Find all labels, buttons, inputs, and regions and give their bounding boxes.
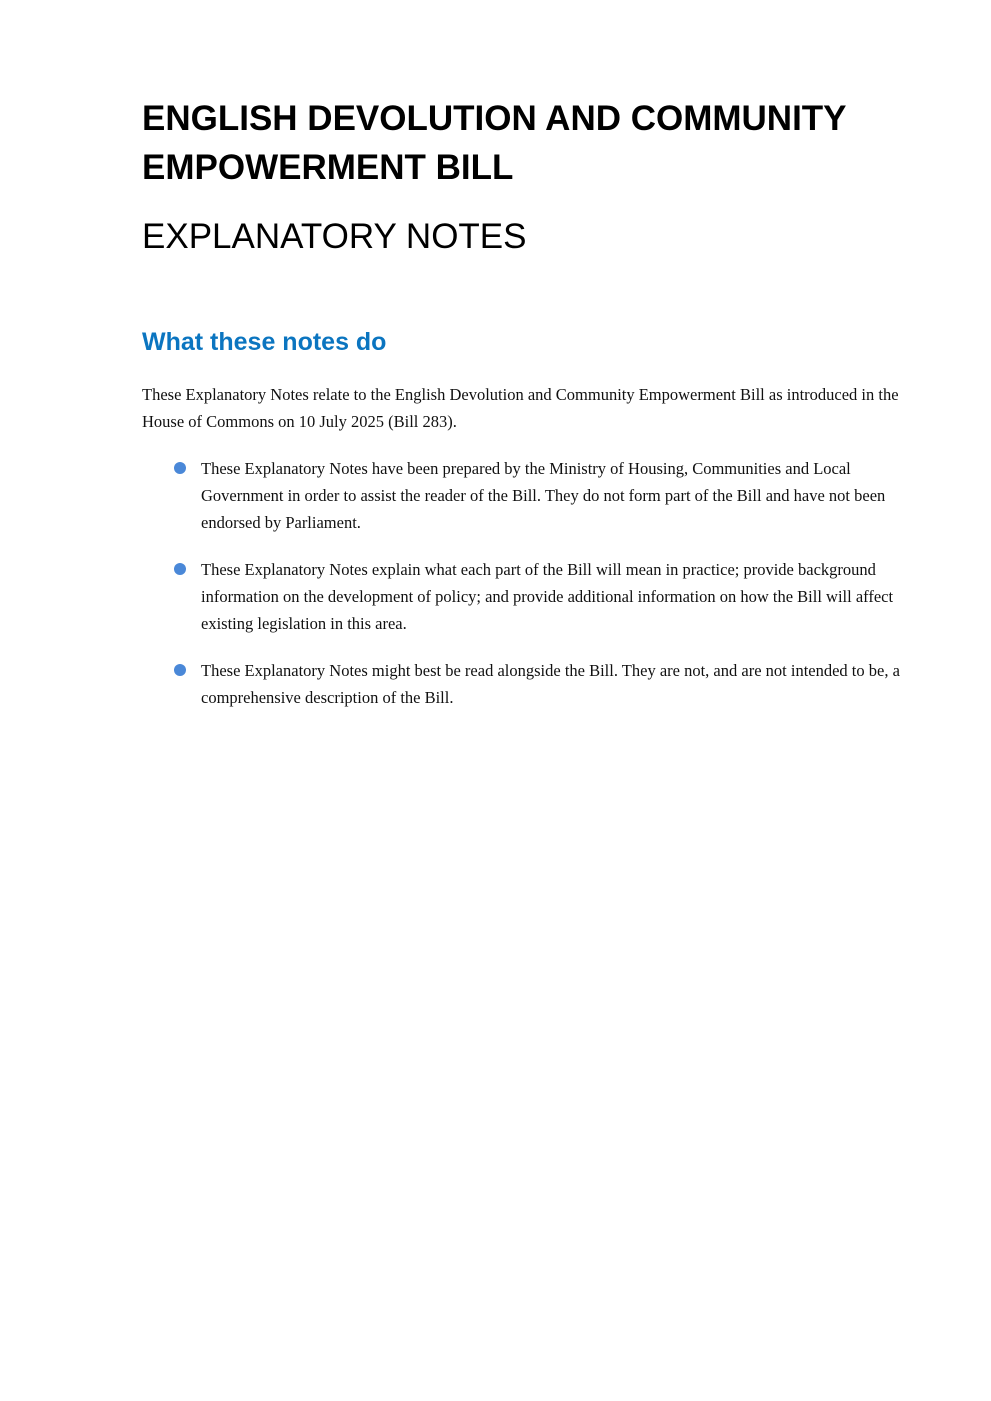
intro-paragraph: These Explanatory Notes relate to the English Devolution and Community Empowerment Bill as introduced in the House of Commons on 10 July 2025 (Bill 283). [142,385,899,431]
section-heading: What these notes do [142,328,387,356]
bullet-item [142,657,912,711]
bullet-dot-icon [174,664,186,676]
bullet-dot-icon [174,563,186,575]
bullet-item [142,455,912,536]
bullet-text: These Explanatory Notes explain what each part of the Bill will mean in practice; provide background information on the development of policy; and provide additional information on how the Bill will affect existing legislation in this area. [201,560,894,633]
bullet-item [142,556,912,637]
document-title: ENGLISH DEVOLUTION AND COMMUNITY EMPOWERMENT BILL [142,99,846,187]
bullet-dot-icon [174,462,186,474]
document-subtitle: EXPLANATORY NOTES [142,217,527,256]
bullet-list [142,455,912,731]
bullet-text: These Explanatory Notes might best be read alongside the Bill. They are not, and are not intended to be, a comprehensive description of the Bill. [201,661,900,707]
bullet-text: These Explanatory Notes have been prepared by the Ministry of Housing, Communities and Local Government in order to assist the reader of the Bill. They do not form part of the Bill and have not been endorsed by Parliament. [201,459,886,532]
